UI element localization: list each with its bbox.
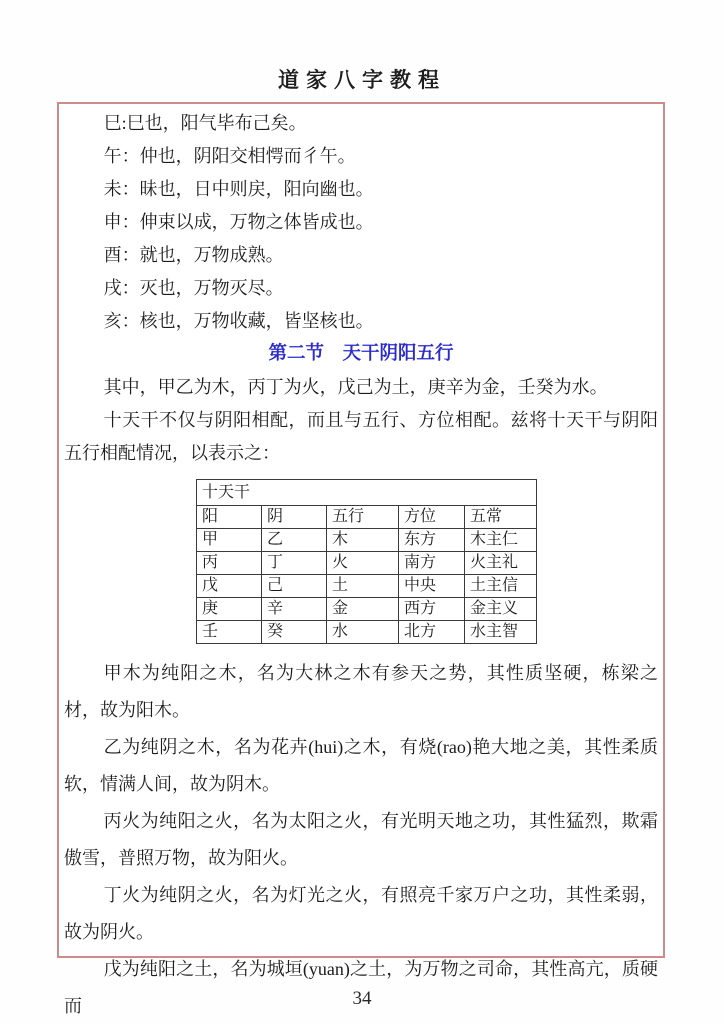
table-cell: 金主义 — [465, 598, 537, 621]
table-cell: 火主礼 — [465, 552, 537, 575]
table-cell: 水主智 — [465, 621, 537, 644]
table-cell: 土 — [327, 575, 399, 598]
intro-paragraph: 十天干不仅与阴阳相配，而且与五行、方位相配。兹将十天干与阴阳五行相配情况，以表示之： — [64, 410, 658, 463]
table-cell: 辛 — [262, 598, 327, 621]
body-paragraphs — [64, 655, 658, 1025]
table-cell: 西方 — [399, 598, 465, 621]
column-header: 阴 — [262, 506, 327, 529]
table-cell: 中央 — [399, 575, 465, 598]
table-cell: 东方 — [399, 529, 465, 552]
paragraph-jiamu: 甲木为纯阳之木，名为大林之木有参天之势，其性质坚硬，栋梁之材，故为阳木。 — [64, 663, 658, 720]
section-heading: 第二节 天干阴阳五行 — [268, 344, 454, 364]
table-cell: 木 — [327, 529, 399, 552]
table-cell: 戊 — [197, 575, 262, 598]
column-header: 阳 — [197, 506, 262, 529]
table-cell: 南方 — [399, 552, 465, 575]
zhi-line-hai: 亥：核也，万物收藏，皆坚核也。 — [103, 311, 374, 331]
table-cell: 甲 — [197, 529, 262, 552]
paragraph-wutu: 戊为纯阳之土，名为城垣(yuan)之土，为万物之司命，其性高亢，质硬而 — [64, 959, 658, 1016]
table-cell: 火 — [327, 552, 399, 575]
paragraph-binghuo: 丙火为纯阳之火，名为太阳之火，有光明天地之功，其性猛烈，欺霜傲雪，普照万物，故为阳火。 — [64, 811, 658, 868]
table-row — [197, 575, 537, 598]
intro-paragraph: 其中，甲乙为木，丙丁为火，戊己为土，庚辛为金，壬癸为水。 — [103, 377, 608, 397]
table-row — [197, 552, 537, 575]
table-caption-row — [197, 480, 537, 506]
page-number: 34 — [352, 988, 372, 1009]
table-row — [197, 598, 537, 621]
table-cell: 丁 — [262, 552, 327, 575]
table-cell: 乙 — [262, 529, 327, 552]
tiangan-table — [196, 479, 537, 644]
table-caption: 十天干 — [197, 480, 537, 506]
zhi-line-si: 巳:巳也，阳气毕布己矣。 — [103, 113, 307, 133]
zhi-line-wu: 午：仲也，阴阳交相愕而彳午。 — [103, 146, 356, 166]
paragraph-dinghuo: 丁火为纯阴之火，名为灯光之火，有照亮千家万户之功，其性柔弱，故为阴火。 — [64, 885, 658, 942]
table-row — [197, 621, 537, 644]
table-cell: 己 — [262, 575, 327, 598]
document-title: 道家八字教程 — [278, 68, 446, 92]
table-row — [197, 529, 537, 552]
column-header: 方位 — [399, 506, 465, 529]
content-box-inner — [59, 104, 663, 1025]
zhi-line-wei: 未：昧也，日中则戻，阳向幽也。 — [103, 179, 374, 199]
paragraph-yimu: 乙为纯阴之木，名为花卉(hui)之木，有烧(rao)艳大地之美，其性柔质软，情满人间，故为阴木。 — [64, 737, 658, 794]
table-cell: 木主仁 — [465, 529, 537, 552]
table-cell: 土主信 — [465, 575, 537, 598]
zhi-line-xu: 戌：灭也，万物灭尽。 — [103, 278, 284, 298]
zhi-line-you: 酉：就也，万物成熟。 — [103, 245, 284, 265]
table-header-row — [197, 506, 537, 529]
table-cell: 癸 — [262, 621, 327, 644]
column-header: 五行 — [327, 506, 399, 529]
table-cell: 北方 — [399, 621, 465, 644]
table-cell: 丙 — [197, 552, 262, 575]
table-cell: 庚 — [197, 598, 262, 621]
table-cell: 金 — [327, 598, 399, 621]
zhi-line-shen: 申：伸束以成，万物之体皆成也。 — [103, 212, 374, 232]
table-cell: 壬 — [197, 621, 262, 644]
column-header: 五常 — [465, 506, 537, 529]
table-cell: 水 — [327, 621, 399, 644]
